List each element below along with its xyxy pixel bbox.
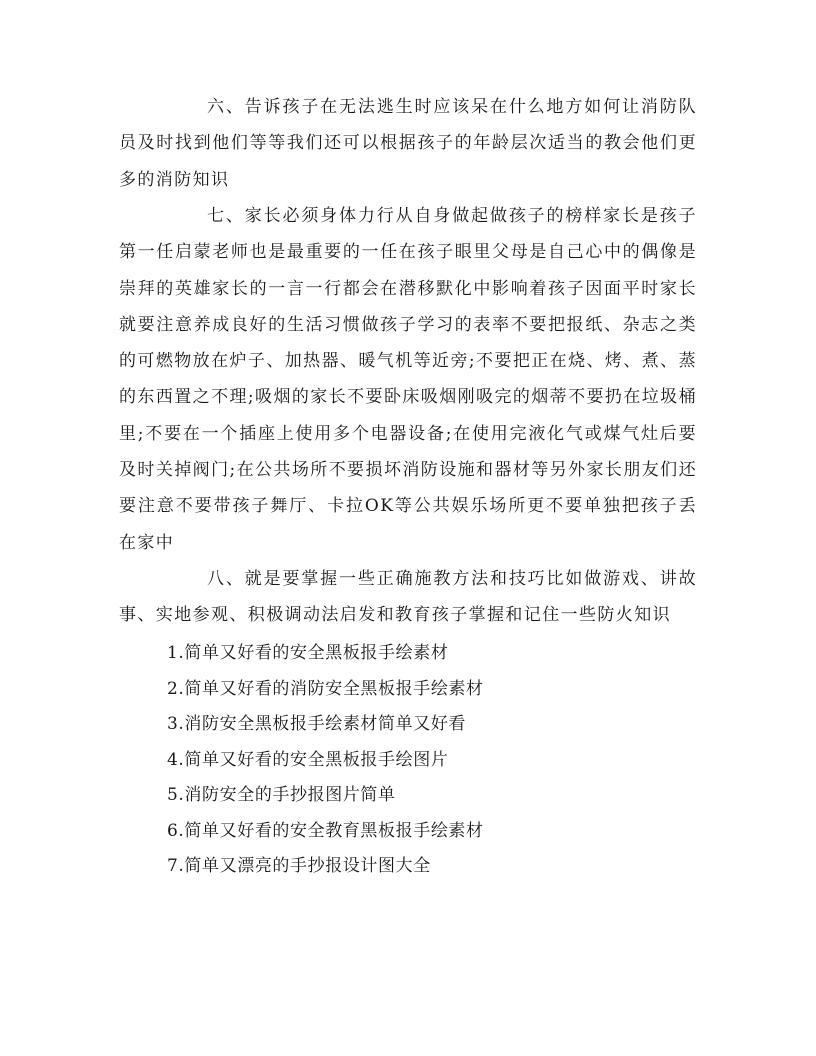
related-links-list bbox=[167, 636, 484, 885]
paragraph-seven: 七、家长必须身体力行从自身做起做孩子的榜样家长是孩子第一任启蒙老师也是最重要的一任在孩子眼里父母是自己心中的偶像是崇拜的英雄家长的一言一行都会在潜移默化中影响着孩子因面平时家长就要注意养成良好的生活习惯做孩子学习的表率不要把报纸、杂志之类的可燃物放在炉子、加热器、暖气机等近旁;不要把正在烧、烤、煮、蒸的东西置之不理;吸烟的家长不要卧床吸烟刚吸完的烟蒂不要扔在垃圾桶里;不要在一个插座上使用多个电器设备;在使用完液化气或煤气灶后要及时关掉阀门;在公共场所不要损坏消防设施和器材等另外家长朋友们还要注意不要带孩子舞厅、卡拉OK等公共娱乐场所更不要单独把孩子丢在家中 bbox=[119, 206, 697, 553]
list-item: 4.简单又好看的安全黑板报手绘图片 bbox=[167, 749, 449, 770]
list-item: 6.简单又好看的安全教育黑板报手绘素材 bbox=[167, 820, 484, 841]
paragraph-eight: 八、就是要掌握一些正确施教方法和技巧比如做游戏、讲故事、实地参观、积极调动法启发和教育孩子掌握和记住一些防火知识 bbox=[119, 569, 697, 626]
list-item: 5.消防安全的手抄报图片简单 bbox=[167, 785, 396, 805]
list-item: 3.消防安全黑板报手绘素材简单又好看 bbox=[167, 714, 467, 734]
list-item: 2.简单又好看的消防安全黑板报手绘素材 bbox=[167, 678, 484, 699]
list-item: 7.简单又漂亮的手抄报设计图大全 bbox=[167, 856, 431, 876]
list-item: 1.简单又好看的安全黑板报手绘素材 bbox=[167, 643, 449, 663]
paragraph-six: 六、告诉孩子在无法逃生时应该呆在什么地方如何让消防队员及时找到他们等等我们还可以根据孩子的年龄层次适当的教会他们更多的消防知识 bbox=[119, 97, 697, 190]
